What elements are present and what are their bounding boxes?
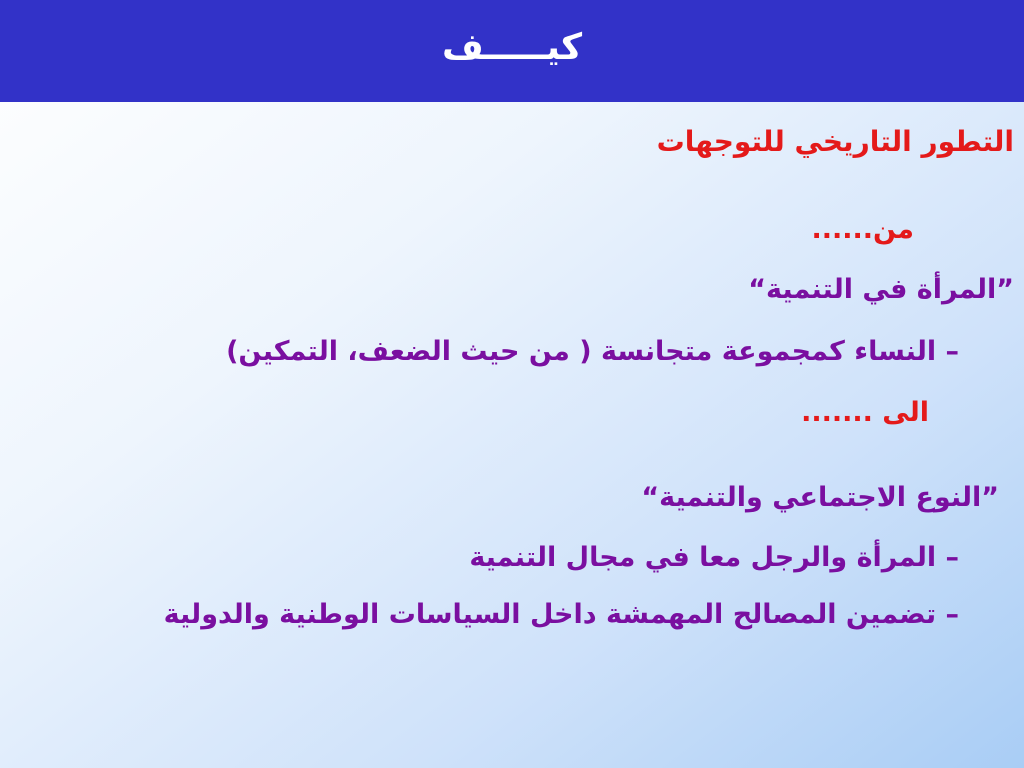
quote-gender-and-development: ”النوع الاجتماعي والتنمية“ <box>641 482 999 513</box>
heading-historical-development: التطور التاريخي للتوجهات <box>656 125 1014 158</box>
label-to: الى ....... <box>801 397 929 428</box>
bullet-women-and-men-together: – المرأة والرجل معا في مجال التنمية <box>469 542 959 573</box>
bullet-women-homogeneous-group: – النساء كمجموعة متجانسة ( من حيث الضعف، التمكين) <box>226 336 959 367</box>
slide-title: كيـــــف <box>441 27 583 68</box>
label-from: من...... <box>811 214 914 245</box>
quote-women-in-development: ”المرأة في التنمية“ <box>748 274 1014 305</box>
bullet-inclusion-marginalized-interests: – تضمين المصالح المهمشة داخل السياسات الوطنية والدولية <box>163 599 959 630</box>
